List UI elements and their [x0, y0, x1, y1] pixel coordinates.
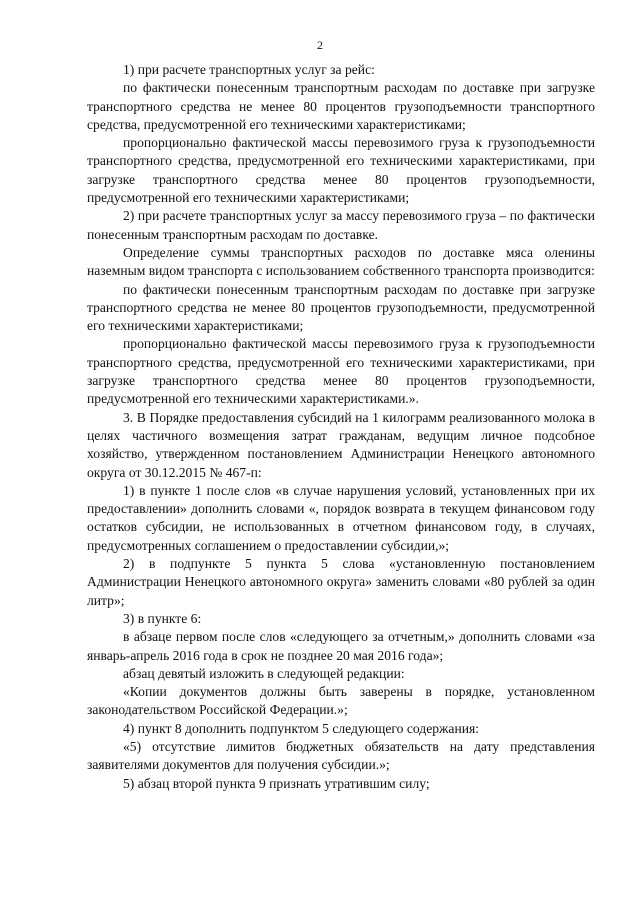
paragraph-item-3-ninth-abzac: абзац девятый изложить в следующей редакции: [123, 665, 405, 681]
page-number: 2 [317, 38, 323, 52]
paragraph-venison-proportional: пропорционально фактической массы перевозимого груза к грузоподъемности транспортного средства, предусмотренной его техническими характеристиками, при загрузке транспортного средства менее 80 процентов грузоподъемности, предусмотренной его техническими характеристиками.». [87, 336, 595, 407]
paragraph-item-4-new-subitem: «5) отсутствие лимитов бюджетных обязательств на дату представления заявителями документов для получения субсидии.»; [87, 738, 595, 773]
paragraph-item-3-first-abzac: в абзаце первом после слов «следующего за отчетным,» дополнить словами «за январь-апрель 2016 года в срок не позднее 20 мая 2016 года»; [87, 629, 595, 663]
paragraph-item-3-new-text: «Копии документов должны быть заверены в порядке, установленном законодательством Российской Федерации.»; [87, 684, 595, 718]
paragraph-item-4: 4) пункт 8 дополнить подпунктом 5 следующего содержания: [123, 720, 480, 736]
paragraph-transport-per-trip: 1) при расчете транспортных услуг за рейс: [123, 62, 375, 77]
paragraph-transport-by-mass: 2) при расчете транспортных услуг за массу перевозимого груза – по фактически понесенным транспортным расходам по доставке. [87, 208, 595, 242]
paragraph-venison-own-transport: Определение суммы транспортных расходов по доставке мяса оленины наземным видом транспорта с использованием собственного транспорта производится: [87, 244, 595, 279]
paragraph-item-3: 3) в пункте 6: [123, 610, 202, 626]
paragraph-proportional-under-80-percent: пропорционально фактической массы перевозимого груза к грузоподъемности транспортного средства, предусмотренной его техническими характеристиками, при загрузке транспортного средства менее 80 процентов грузоподъемности, предусмотренной его техническими характеристиками; [87, 135, 595, 206]
paragraph-item-2: 2) в подпункте 5 пункта 5 слова «установленную постановлением Администрации Ненецкого автономного округа» заменить словами «80 рублей за один литр»; [87, 556, 595, 608]
paragraph-venison-actual-costs: по фактически понесенным транспортным расходам по доставке при загрузке транспортного средства не менее 80 процентов грузоподъемности, предусмотренной его техническими характеристиками; [87, 281, 595, 334]
paragraph-milk-subsidy-order: 3. В Порядке предоставления субсидий на 1 килограмм реализованного молока в целях частичного возмещения затрат гражданам, ведущим личное подсобное хозяйство, утвержденном постановлением Администрации Ненецкого автономного округа от 30.12.2015 № 467-п: [87, 409, 595, 480]
paragraph-item-5: 5) абзац второй пункта 9 признать утратившим силу; [123, 775, 430, 791]
document-body [87, 61, 595, 793]
paragraph-item-1: 1) в пункте 1 после слов «в случае нарушения условий, установленных при их предоставлении» дополнить словами «, порядок возврата в текущем финансовом году остатков субсидии, не использованных в отчетном финансовом году, в случаях, предусмотренных соглашением о предоставлении субсидии,»; [87, 482, 595, 553]
paragraph-actual-costs-80-percent: по фактически понесенным транспортным расходам по доставке при загрузке транспортного средства не менее 80 процентов грузоподъемности транспортного средства, предусмотренной его техническими характеристиками; [87, 80, 595, 132]
